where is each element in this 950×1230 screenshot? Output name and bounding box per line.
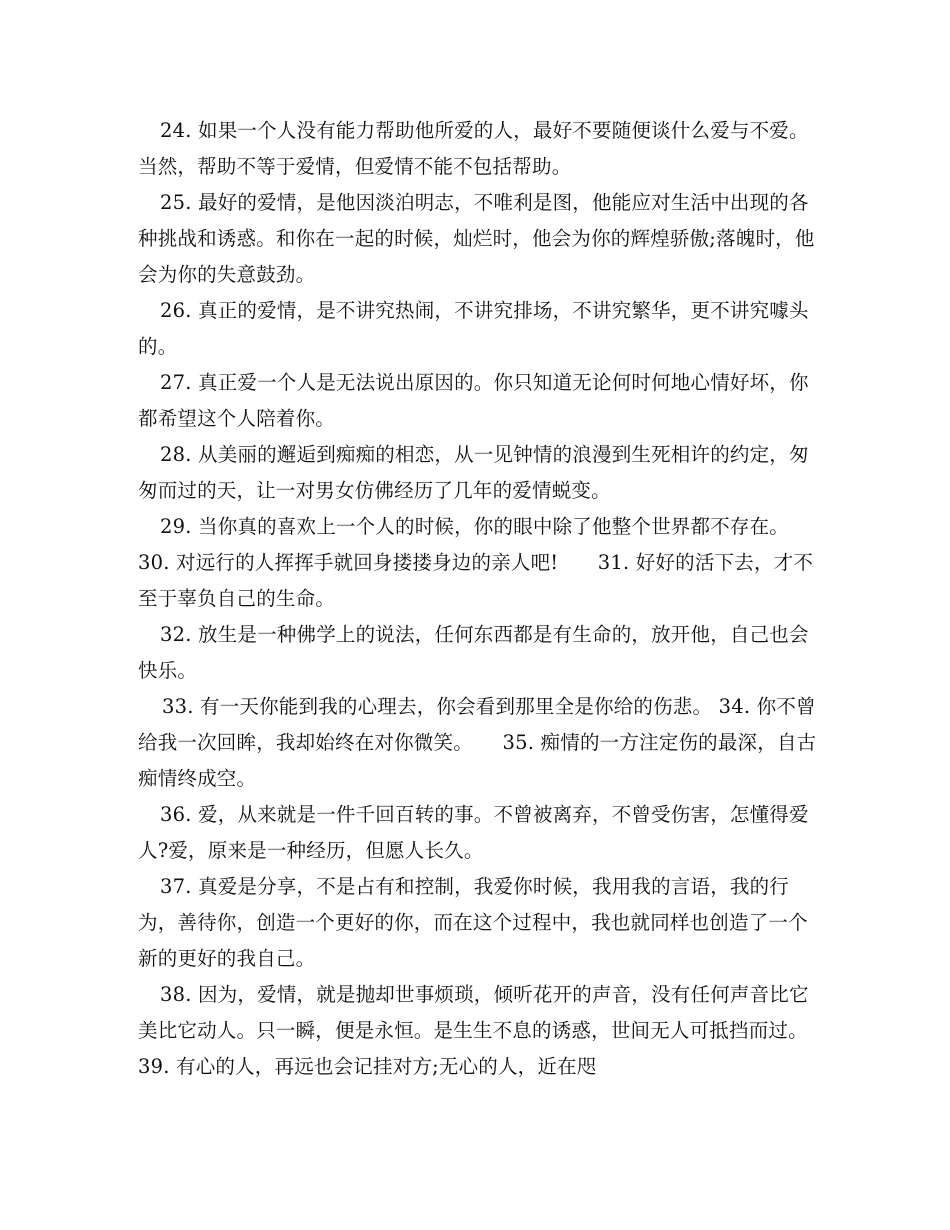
paragraph-25: 25. 最好的爱情，是他因淡泊明志，不唯利是图，他能应对生活中出现的各种挑战和诱惑。和你在一起的时候，灿烂时，他会为你的辉煌骄傲;落魄时，他会为你的失意鼓劲。	[138, 191, 815, 286]
paragraph-28: 28. 从美丽的邂逅到痴痴的相恋，从一见钟情的浪漫到生死相许的约定，匆匆而过的天，让一对男女仿佛经历了几年的爱情蜕变。	[138, 443, 809, 502]
paragraph-38-39: 38. 因为，爱情，就是抛却世事烦琐，倾听花开的声音，没有任何声音比它美比它动人。只一瞬，便是永恒。是生生不息的诱惑，世间无人可抵挡而过。 39. 有心的人，再远也会记挂对方;无心的人，近在咫	[138, 983, 838, 1078]
paragraph-37: 37. 真爱是分享，不是占有和控制，我爱你时候，我用我的言语，我的行为，善待你，创造一个更好的你，而在这个过程中，我也就同样也创造了一个新的更好的我自己。	[138, 875, 808, 970]
paragraph-27: 27. 真正爱一个人是无法说出原因的。你只知道无论何时何地心情好坏，你都希望这个人陪着你。	[138, 371, 809, 430]
paragraph-26: 26. 真正的爱情，是不讲究热闹，不讲究排场，不讲究繁华，更不讲究噱头	[160, 299, 809, 322]
paragraph-32: 32. 放生是一种佛学上的说法，任何东西都是有生命的，放开他，自己也会快乐。	[138, 623, 809, 682]
paragraph-29-31: 29. 当你真的喜欢上一个人的时候，你的眼中除了他整个世界都不存在。 30. 对远行的人挥挥手就回身搂搂身边的亲人吧! 31. 好好的活下去，才不至于辜负自己的生命。	[138, 515, 819, 610]
paragraph-36: 36. 爱，从来就是一件千回百转的事。不曾被离弃，不曾受伤害，怎懂得爱人?爱，原来是一种经历，但愿人长久。	[138, 803, 809, 862]
document-body	[138, 113, 838, 1085]
paragraph-33-35: 33. 有一天你能到我的心理去，你会看到那里全是你给的伤悲。 34. 你不曾给我一次回眸，我却始终在对你微笑。 35. 痴情的一方注定伤的最深，自古痴情终成空。	[138, 695, 817, 790]
paragraph-26-continuation: 的。	[138, 335, 178, 358]
paragraph-24: 24. 如果一个人没有能力帮助他所爱的人，最好不要随便谈什么爱与不爱。当然，帮助不等于爱情，但爱情不能不包括帮助。	[138, 119, 809, 178]
